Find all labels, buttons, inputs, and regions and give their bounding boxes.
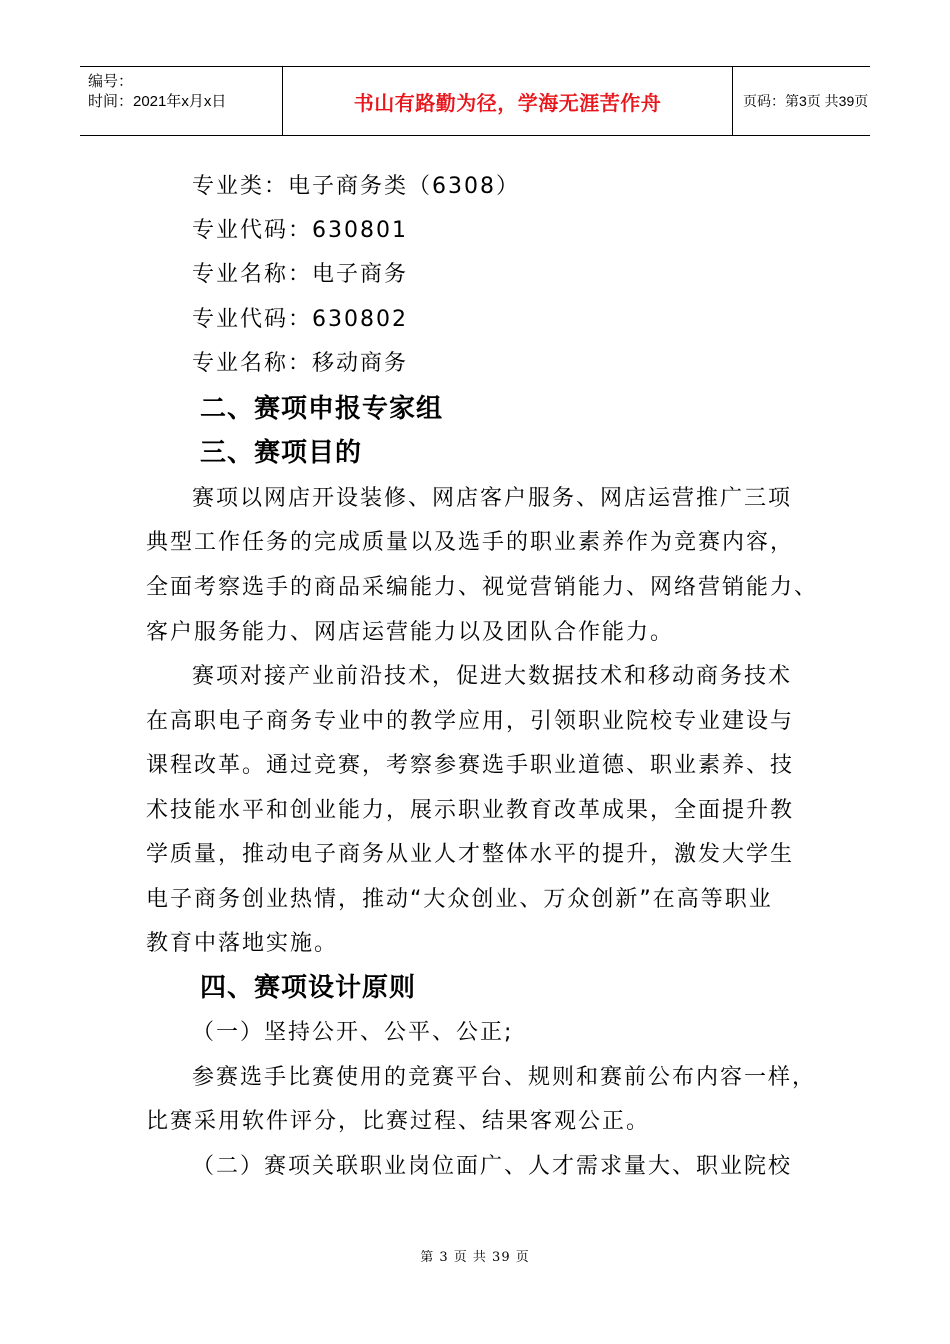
paragraph-line: 教育中落地实施。	[146, 931, 339, 956]
section-heading-2: 二、赛项申报专家组	[200, 394, 444, 424]
paragraph-line: 课程改革。通过竞赛，考察参赛选手职业道德、职业素养、技	[146, 753, 795, 778]
page-footer: 第 3 页 共 39 页	[420, 1250, 530, 1265]
paragraph-line: 参赛选手比赛使用的竞赛平台、规则和赛前公布内容一样，	[192, 1065, 817, 1090]
section-heading-3: 三、赛项目的	[200, 438, 363, 468]
paragraph-line: 赛项以网店开设装修、网店客户服务、网店运营推广三项	[192, 486, 793, 511]
paragraph-line: 典型工作任务的完成质量以及选手的职业素养作为竞赛内容，	[146, 530, 795, 555]
principle-item-2: （二）赛项关联职业岗位面广、人才需求量大、职业院校	[192, 1154, 793, 1179]
document-header	[80, 66, 870, 136]
major-name-line-1: 专业名称：电子商务	[192, 262, 409, 287]
paragraph-line: 客户服务能力、网店运营能力以及团队合作能力。	[146, 620, 675, 645]
header-motto: 书山有路勤为径，学海无涯苦作舟	[353, 90, 662, 115]
major-category-line: 专业类：电子商务类（6308）	[192, 174, 520, 199]
header-page-cell	[733, 67, 870, 135]
paragraph-line: 术技能水平和创业能力，展示职业教育改革成果，全面提升教	[146, 798, 795, 823]
section-heading-4: 四、赛项设计原则	[200, 973, 417, 1003]
major-code-line-1: 专业代码：630801	[192, 218, 408, 243]
header-page-info: 页码：第3页 共39页	[743, 93, 869, 109]
document-number-label: 编号：	[88, 73, 134, 90]
major-name-line-2: 专业名称：移动商务	[192, 351, 409, 376]
paragraph-line: 赛项对接产业前沿技术，促进大数据技术和移动商务技术	[192, 664, 793, 689]
header-meta-cell	[80, 67, 282, 135]
paragraph-line: 电子商务创业热情，推动“大众创业、万众创新”在高等职业	[146, 887, 773, 912]
header-motto-cell	[282, 67, 733, 135]
paragraph-line: 在高职电子商务专业中的教学应用，引领职业院校专业建设与	[146, 709, 795, 734]
paragraph-line: 全面考察选手的商品采编能力、视觉营销能力、网络营销能力、	[146, 575, 819, 600]
document-date-label: 时间：2021年x月x日	[88, 93, 227, 110]
paragraph-line: 学质量，推动电子商务从业人才整体水平的提升，激发大学生	[146, 842, 795, 867]
major-code-line-2: 专业代码：630802	[192, 307, 408, 332]
principle-item-1: （一）坚持公开、公平、公正;	[192, 1020, 514, 1045]
paragraph-line: 比赛采用软件评分，比赛过程、结果客观公正。	[146, 1109, 651, 1134]
